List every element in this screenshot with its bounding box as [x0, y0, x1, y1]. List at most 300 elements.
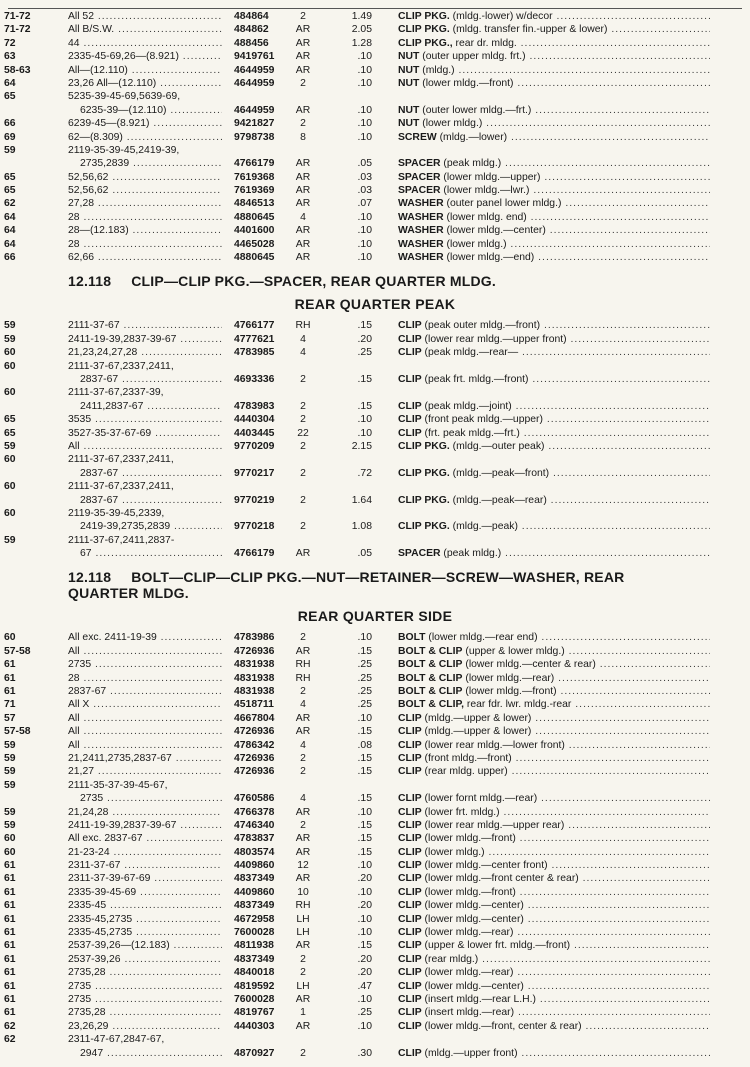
description-item: NUT [398, 64, 420, 76]
quantity-cell: 2 [300, 686, 306, 698]
price-cell: .25 [357, 1007, 372, 1019]
description-detail: (lower mldg.—rear) [462, 672, 555, 684]
parts-row [0, 50, 750, 63]
quantity-cell: RH [295, 900, 311, 912]
description-detail: (mldg.—peak—front) [449, 467, 550, 479]
models-cell: 5235-39-45-69,5639-69, [68, 91, 181, 103]
description-item: CLIP [398, 967, 422, 979]
price-cell: .10 [357, 51, 372, 63]
price-cell: 1.08 [351, 521, 372, 533]
quantity-cell: 2 [300, 752, 306, 764]
year-cell: 59 [4, 333, 16, 345]
price-cell: .07 [357, 198, 372, 210]
models-cell: 2411-19-39,2837-39-67 ..... [68, 333, 222, 346]
section-number: 12.118 [68, 569, 112, 586]
parts-row [0, 846, 750, 859]
price-cell: .72 [357, 467, 372, 479]
part-number-cell: 4644959 [234, 64, 275, 76]
parts-row [0, 685, 750, 698]
description-item: CLIP PKG. [398, 521, 450, 533]
description-item: CLIP [398, 752, 422, 764]
parts-row [0, 184, 750, 197]
price-cell: .10 [357, 886, 372, 898]
description-detail: (lower mldg.—rear) [421, 927, 514, 939]
description-item: CLIP [398, 333, 422, 345]
quantity-cell: RH [295, 672, 311, 684]
description-item: SPACER [398, 171, 441, 183]
description-item: WASHER [398, 252, 444, 264]
models-cell: 23,26,29 ..... [68, 1020, 222, 1033]
description-detail: (lower mldg.—center) [443, 225, 546, 237]
part-number-cell: 4846513 [234, 198, 275, 210]
price-cell: .15 [357, 833, 372, 845]
parts-row [0, 386, 750, 399]
description-detail: (lower frt. mldg.) [421, 806, 500, 818]
parts-row [0, 104, 750, 117]
description-item: CLIP [398, 427, 422, 439]
description-cell [398, 77, 710, 90]
description-cell [398, 400, 710, 413]
description-detail: (lower rear mldg.—upper front) [421, 333, 567, 345]
parts-row [0, 10, 750, 23]
part-number-cell: 4726936 [234, 752, 275, 764]
description-cell [398, 765, 710, 778]
quantity-cell: AR [295, 37, 311, 49]
models-cell: 2335-39-45-69 ..... [68, 886, 222, 899]
year-cell: 59 [4, 806, 16, 818]
part-number-cell: 4518711 [234, 699, 274, 711]
parts-row [0, 453, 750, 466]
year-cell: 60 [4, 481, 16, 493]
year-cell: 65 [4, 91, 16, 103]
part-number-cell: 4837349 [234, 953, 275, 965]
year-cell: 71-72 [4, 11, 31, 22]
models-cell: 6239-45—(8.921) ..... [68, 117, 222, 130]
parts-row [0, 494, 750, 507]
parts-row [0, 859, 750, 872]
description-item: CLIP [398, 347, 422, 359]
quantity-cell: 4 [300, 699, 306, 711]
parts-row [0, 939, 750, 952]
part-number-cell: 7600028 [234, 994, 275, 1005]
models-cell: 2111-37-67 ..... [68, 319, 222, 332]
price-cell: .25 [357, 672, 372, 684]
description-item: BOLT & CLIP [398, 686, 463, 698]
parts-row [0, 913, 750, 926]
part-number-cell: 4465028 [234, 238, 275, 250]
year-cell: 62 [4, 1034, 16, 1046]
description-detail: (lower mldg.—center & rear) [462, 659, 596, 671]
year-cell: 61 [4, 927, 16, 939]
section-title [68, 273, 690, 289]
price-cell: .03 [357, 185, 372, 197]
year-cell: 60 [4, 360, 16, 372]
description-detail: (mldg. transfer fin.-upper & lower) [449, 24, 608, 36]
description-item: CLIP [398, 860, 422, 872]
price-cell: .10 [357, 1020, 372, 1032]
models-cell: 2735,2839 ..... [80, 157, 222, 170]
parts-row [0, 360, 750, 373]
parts-row [0, 238, 750, 251]
models-cell: 2335-45-69,26—(8.921) ..... [68, 50, 222, 63]
parts-row [0, 886, 750, 899]
description-cell [398, 832, 710, 845]
year-cell: 61 [4, 980, 16, 992]
models-cell: 2111-37-67,2337,2411, [68, 454, 174, 466]
quantity-cell: AR [295, 994, 311, 1005]
models-cell: 62,66 ..... [68, 251, 222, 264]
description-cell [398, 346, 710, 359]
year-cell: 61 [4, 913, 16, 925]
part-number-cell: 4831938 [234, 672, 275, 684]
year-cell: 71-72 [4, 24, 31, 36]
description-detail: (frt. peak mldg.—frt.) [421, 427, 520, 439]
price-cell: .15 [357, 766, 372, 778]
year-cell: 66 [4, 118, 16, 130]
quantity-cell: LH [296, 913, 310, 925]
description-cell [398, 725, 710, 738]
price-cell: .10 [357, 427, 372, 439]
part-number-cell: 4726936 [234, 726, 275, 738]
models-cell: 2837-67 ..... [68, 685, 222, 698]
price-cell: .10 [357, 104, 372, 116]
description-detail: (lower rear mldg.—upper rear) [421, 819, 565, 831]
description-cell [398, 792, 710, 805]
parts-row [0, 658, 750, 671]
models-cell: 2311-47-67,2847-67, [68, 1034, 165, 1046]
models-cell: 2111-35-37-39-45-67, [68, 779, 168, 791]
part-number-cell: 4837349 [234, 900, 275, 912]
parts-row [0, 993, 750, 1006]
quantity-cell: 2 [300, 118, 306, 130]
year-cell: 60 [4, 846, 16, 858]
quantity-cell: AR [295, 198, 311, 210]
description-cell [398, 520, 710, 533]
part-number-cell: 9770209 [234, 440, 275, 452]
year-cell: 60 [4, 833, 16, 845]
part-number-cell: 4667804 [234, 712, 275, 724]
year-cell: 60 [4, 632, 16, 644]
models-cell: All B/S.W. ..... [68, 23, 222, 36]
description-item: CLIP [398, 953, 422, 965]
models-cell: 2311-37-67 ..... [68, 859, 222, 872]
description-cell [398, 806, 710, 819]
year-cell: 57 [4, 712, 16, 724]
models-cell: 2311-37-39-67-69 ..... [68, 872, 222, 885]
quantity-cell: 8 [300, 131, 306, 143]
description-cell [398, 859, 710, 872]
models-cell: 2837-67 ..... [80, 373, 222, 386]
parts-row [0, 211, 750, 224]
models-cell: 2335-45,2735 ..... [68, 926, 222, 939]
description-item: CLIP PKG. [398, 11, 450, 22]
parts-row [0, 806, 750, 819]
description-item: CLIP [398, 833, 422, 845]
models-cell: 2735 ..... [80, 792, 222, 805]
price-cell: .10 [357, 927, 372, 939]
description-cell [398, 251, 710, 264]
description-detail: (lower mldg.—center) [421, 900, 524, 912]
quantity-cell: 2 [300, 77, 306, 89]
quantity-cell: AR [295, 712, 311, 724]
models-cell: 2335-45,2735 ..... [68, 913, 222, 926]
description-detail: (outer upper mldg. frt.) [419, 51, 526, 63]
price-cell: .20 [357, 873, 372, 885]
models-cell: 28—(12.183) ..... [68, 224, 222, 237]
models-cell: 2335-45 ..... [68, 899, 222, 912]
models-cell: 3535 ..... [68, 413, 222, 426]
parts-row [0, 765, 750, 778]
quantity-cell: 4 [300, 333, 306, 345]
description-item: CLIP [398, 1020, 422, 1032]
description-cell [398, 939, 710, 952]
description-cell [398, 10, 710, 23]
models-cell: 2411,2837-67 ..... [80, 400, 222, 413]
quantity-cell: AR [295, 104, 311, 116]
description-item: CLIP PKG. [398, 494, 450, 506]
description-detail: (upper & lower mldg.) [462, 645, 565, 657]
description-detail: (insert mldg.—rear) [421, 1007, 515, 1019]
part-number-cell: 4870927 [234, 1047, 275, 1059]
quantity-cell: 2 [300, 494, 306, 506]
description-cell [398, 846, 710, 859]
description-cell [398, 980, 710, 993]
part-number-cell: 4726936 [234, 645, 275, 657]
description-detail: (lower mldg.—upper) [440, 171, 541, 183]
parts-row [0, 725, 750, 738]
description-detail: (rear mldg. upper) [421, 766, 508, 778]
price-cell: 1.49 [351, 11, 372, 22]
quantity-cell: 2 [300, 953, 306, 965]
year-cell: 63 [4, 51, 16, 63]
year-cell: 65 [4, 171, 16, 183]
description-detail: (front mldg.—front) [421, 752, 512, 764]
price-cell: .10 [357, 131, 372, 143]
models-cell: 2837-67 ..... [80, 494, 222, 507]
price-cell: .10 [357, 252, 372, 264]
quantity-cell: 2 [300, 1047, 306, 1059]
price-cell: .15 [357, 320, 372, 332]
parts-row [0, 440, 750, 453]
quantity-cell: AR [295, 225, 311, 237]
price-cell: 1.64 [351, 494, 372, 506]
catalog-section [0, 10, 750, 264]
year-cell: 59 [4, 440, 16, 452]
description-item: CLIP [398, 320, 422, 332]
parts-row [0, 739, 750, 752]
models-cell: 21,2411,2735,2837-67 ..... [68, 752, 222, 765]
parts-row [0, 90, 750, 103]
part-number-cell: 488456 [234, 37, 269, 49]
quantity-cell: AR [295, 1020, 311, 1032]
models-cell: 67 ..... [80, 547, 222, 560]
year-cell: 57-58 [4, 726, 31, 738]
part-number-cell: 4837349 [234, 873, 275, 885]
quantity-cell: 10 [297, 886, 309, 898]
parts-row [0, 698, 750, 711]
models-cell: All ..... [68, 725, 222, 738]
description-detail: (peak frt. mldg.—front) [421, 373, 529, 385]
description-detail: (lower fornt mldg.—rear) [421, 793, 538, 805]
description-detail: (upper & lower frt. mldg.—front) [421, 940, 571, 952]
description-detail: (mldg.) [419, 64, 455, 76]
parts-row [0, 872, 750, 885]
quantity-cell: AR [295, 185, 311, 197]
description-cell [398, 672, 710, 685]
part-number-cell: 4403445 [234, 427, 275, 439]
price-cell: .03 [357, 171, 372, 183]
parts-row [0, 534, 750, 547]
quantity-cell: AR [295, 24, 311, 36]
section-title-text: BOLT—CLIP—CLIP PKG.—NUT—RETAINER—SCREW—WASHER, REAR QUARTER MLDG. [68, 569, 625, 602]
year-cell: 57-58 [4, 645, 31, 657]
description-item: CLIP [398, 414, 422, 426]
models-cell: 2119-35-39-45,2419-39, [68, 144, 180, 156]
parts-row [0, 980, 750, 993]
description-cell [398, 319, 710, 332]
part-number-cell: 9421827 [234, 118, 275, 130]
models-cell: 6235-39—(12.110) ..... [80, 104, 222, 117]
models-cell: 2947 ..... [80, 1047, 222, 1060]
description-item: WASHER [398, 225, 444, 237]
description-detail: (insert mldg.—rear L.H.) [421, 994, 536, 1005]
models-cell: 2119-35-39-45,2339, [68, 507, 165, 519]
quantity-cell: 2 [300, 373, 306, 385]
part-number-cell: 4831938 [234, 686, 275, 698]
description-detail: (peak mldg.) [440, 548, 502, 560]
description-detail: (lower mldg.—front) [419, 77, 514, 89]
models-cell: 21,23,24,27,28 ..... [68, 346, 222, 359]
description-detail: (lower rear mldg.—lower front) [421, 739, 565, 751]
models-cell: 2411-19-39,2837-39-67 ..... [68, 819, 222, 832]
quantity-cell: 2 [300, 400, 306, 412]
parts-row [0, 645, 750, 658]
parts-row [0, 1033, 750, 1046]
year-cell: 65 [4, 185, 16, 197]
description-detail: (lower mldg.—front) [462, 686, 557, 698]
description-cell [398, 131, 710, 144]
description-item: WASHER [398, 238, 444, 250]
description-detail: (lower mldg.—front) [421, 833, 516, 845]
models-cell: 2111-37-67,2337,2411, [68, 360, 174, 372]
parts-row [0, 157, 750, 170]
description-item: CLIP [398, 373, 422, 385]
description-detail: (mldg.—peak—rear) [449, 494, 547, 506]
part-number-cell: 4409860 [234, 860, 275, 872]
description-item: CLIP PKG. [398, 440, 450, 452]
quantity-cell: 4 [300, 739, 306, 751]
description-item: WASHER [398, 211, 444, 223]
part-number-cell: 4766179 [234, 548, 275, 560]
description-item: CLIP [398, 806, 422, 818]
description-item: CLIP PKG., [398, 37, 453, 49]
description-cell [398, 427, 710, 440]
parts-row [0, 319, 750, 332]
description-detail: (peak mldg.) [440, 158, 502, 170]
description-cell [398, 373, 710, 386]
year-cell: 59 [4, 739, 16, 751]
models-cell: 3527-35-37-67-69 ..... [68, 427, 222, 440]
models-cell: All 52 ..... [68, 10, 222, 23]
year-cell: 62 [4, 1020, 16, 1032]
part-number-cell: 4409860 [234, 886, 275, 898]
quantity-cell: 2 [300, 11, 306, 22]
parts-row [0, 1020, 750, 1033]
description-cell [398, 238, 710, 251]
description-cell [398, 953, 710, 966]
year-cell: 72 [4, 37, 16, 49]
parts-row [0, 427, 750, 440]
description-cell [398, 197, 710, 210]
description-cell [398, 913, 710, 926]
section-number: 12.118 [68, 273, 112, 290]
description-item: CLIP [398, 927, 422, 939]
quantity-cell: 2 [300, 521, 306, 533]
year-cell: 61 [4, 873, 16, 885]
price-cell: .10 [357, 913, 372, 925]
part-number-cell: 4746340 [234, 819, 275, 831]
description-cell [398, 184, 710, 197]
price-cell: .15 [357, 726, 372, 738]
description-cell [398, 658, 710, 671]
description-item: CLIP [398, 726, 422, 738]
parts-row [0, 333, 750, 346]
description-detail: (lower mldg.—front center & rear) [421, 873, 579, 885]
description-detail: (mldg.—upper & lower) [421, 726, 532, 738]
description-item: WASHER [398, 198, 444, 210]
models-cell: 2537-39,26 ..... [68, 953, 222, 966]
description-cell [398, 37, 710, 50]
year-cell: 61 [4, 886, 16, 898]
description-cell [398, 494, 710, 507]
description-cell [398, 211, 710, 224]
price-cell: .15 [357, 752, 372, 764]
parts-row [0, 819, 750, 832]
price-cell: .10 [357, 77, 372, 89]
models-cell: 2537-39,26—(12.183) ..... [68, 939, 222, 952]
part-number-cell: 4726936 [234, 766, 275, 778]
price-cell: .25 [357, 347, 372, 359]
description-cell [398, 993, 710, 1006]
description-item: NUT [398, 51, 420, 63]
models-cell: 28 ..... [68, 672, 222, 685]
description-cell [398, 872, 710, 885]
quantity-cell: RH [295, 659, 311, 671]
description-item: CLIP [398, 712, 422, 724]
part-number-cell: 4880645 [234, 252, 275, 264]
year-cell: 64 [4, 77, 16, 89]
description-detail: (lower mldg.—front, center & rear) [421, 1020, 582, 1032]
parts-row [0, 899, 750, 912]
part-number-cell: 4786342 [234, 739, 275, 751]
models-cell: All ..... [68, 440, 222, 453]
part-number-cell: 484862 [234, 24, 269, 36]
description-item: CLIP [398, 819, 422, 831]
quantity-cell: 2 [300, 414, 306, 426]
part-number-cell: 4811938 [234, 940, 274, 952]
description-cell [398, 547, 710, 560]
description-item: CLIP [398, 739, 422, 751]
quantity-cell: AR [295, 64, 311, 76]
description-item: CLIP [398, 940, 422, 952]
section-subtitle: REAR QUARTER PEAK [294, 296, 456, 313]
parts-row [0, 64, 750, 77]
year-cell: 61 [4, 953, 16, 965]
year-cell: 61 [4, 900, 16, 912]
models-cell: All—(12.110) ..... [68, 64, 222, 77]
parts-row [0, 23, 750, 36]
part-number-cell: 4783986 [234, 632, 275, 644]
